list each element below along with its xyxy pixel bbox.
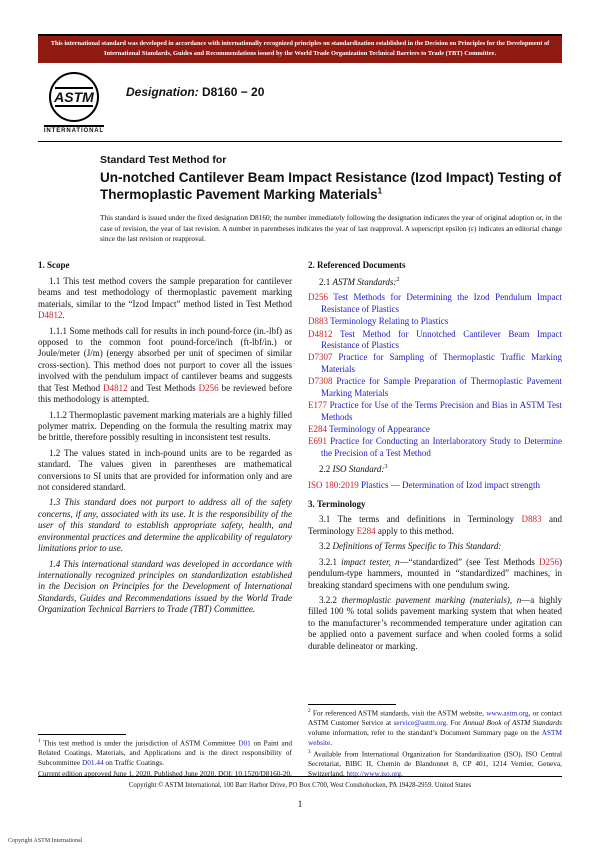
inline-link[interactable]: service@astm.org <box>393 718 447 728</box>
text-segment: D8160 − 20 <box>202 84 265 99</box>
inline-link[interactable]: D4812 <box>38 310 63 321</box>
paragraph-1-1 <box>38 276 292 322</box>
inline-link[interactable]: D4812 <box>308 328 333 339</box>
text-segment: 3 <box>384 463 388 471</box>
inline-link[interactable]: ISO 180:2019 <box>308 479 359 490</box>
paragraph-2-2 <box>308 463 562 475</box>
inline-link[interactable]: www.astm.org <box>486 708 529 718</box>
content-columns <box>38 259 562 779</box>
text-segment: ISO Standard: <box>332 464 385 475</box>
text-segment: Designation: <box>126 84 203 99</box>
paragraph-3-2-1 <box>308 557 562 591</box>
section-heading-terminology: 3. Terminology <box>308 499 366 510</box>
inline-link[interactable]: Practice for Sampling of Thermoplastic Traffic Marking Materials <box>321 352 562 374</box>
footnote-3 <box>308 749 562 779</box>
inline-link[interactable]: E177 <box>308 400 327 411</box>
text-segment: 2.2 <box>319 464 333 475</box>
inline-link[interactable]: E284 <box>356 525 376 536</box>
text-segment: , or contact ASTM Customer Service at <box>308 708 562 728</box>
text-segment: impact tester, n <box>341 556 400 567</box>
text-segment: thermoplastic pavement marking (materials), n <box>341 595 522 605</box>
reference-E177 <box>308 400 562 423</box>
text-segment: 3 <box>308 748 311 755</box>
inline-link[interactable]: E284 <box>308 423 327 434</box>
paragraph-3-2-2 <box>308 595 562 652</box>
text-segment: apply to this method. <box>375 525 454 536</box>
text-segment: be reviewed before this methodology is attempted. <box>38 382 293 405</box>
reference-E284 <box>308 424 562 435</box>
right-footnotes <box>308 704 562 779</box>
inline-link[interactable]: E691 <box>308 436 327 447</box>
designation <box>126 85 264 99</box>
footnote-1 <box>38 738 292 768</box>
text-segment: Annual Book of ASTM Standards <box>463 718 562 728</box>
inline-link[interactable]: http://www.iso.org <box>346 768 402 778</box>
left-column <box>38 259 292 779</box>
paragraph-1-2 <box>38 448 292 494</box>
text-segment: 3.2.2 <box>319 595 342 605</box>
reference-ISO-180-2019 <box>308 480 562 491</box>
inline-link[interactable]: D256 <box>198 382 219 393</box>
inline-link[interactable]: D256 <box>539 556 560 567</box>
inline-link[interactable]: D7308 <box>308 376 333 387</box>
inline-link[interactable]: D7307 <box>308 352 333 363</box>
document-title-text: Un-notched Cantilever Beam Impact Resistance (Izod Impact) Testing of Thermoplastic Pavement Marking Materials <box>100 169 562 203</box>
text-segment: This test method is under the jurisdiction of ASTM Committee <box>40 738 239 748</box>
paragraph-3-2 <box>308 541 562 552</box>
text-segment: 3.2 <box>319 541 333 552</box>
text-segment: on Traffic Coatings. <box>103 757 164 767</box>
footnote-2 <box>308 708 562 747</box>
text-segment: . <box>401 768 403 778</box>
text-segment: volume information, refer to the standard’s Document Summary page on the <box>308 728 542 738</box>
section-heading-scope: 1. Scope <box>38 260 70 271</box>
paragraph-1-1-2 <box>38 410 292 444</box>
text-segment: 1.3 This standard does not purport to address all of the safety concerns, if any, associated with its use. It is the responsibility of the user of this standard to establish appropriate safety, health, and environmental practices and determine the applicability of regulatory limitations prior to use. <box>38 497 292 554</box>
text-segment: 1.2 The values stated in inch-pound units are to be regarded as standard. The values given in parentheses are mathematical conversions to SI units that are provided for information only and are not considered standard. <box>38 447 292 493</box>
paragraph-1-4 <box>38 559 292 616</box>
footer-copyright: Copyright © ASTM International, 100 Barr Harbor Drive, PO Box C700, West Conshohocken, PA 19428-2959. United States <box>128 782 472 789</box>
inline-link[interactable]: D01 <box>238 738 251 748</box>
paragraph-3-1 <box>308 514 562 537</box>
header-divider <box>38 141 562 142</box>
right-column <box>308 259 562 779</box>
title-footnote-marker[interactable]: 1 <box>377 186 383 196</box>
astm-logo-icon <box>38 72 110 134</box>
title-prefix: Standard Test Method for <box>100 153 227 166</box>
page-footer <box>38 776 562 810</box>
reference-D4812 <box>308 329 562 352</box>
text-segment: Current edition approved June 1, 2020. Published June 2020. DOI: 10.1520/D8160-20. <box>38 768 292 778</box>
paragraph-2-1 <box>308 276 562 288</box>
text-segment: 3.2.1 <box>319 556 342 567</box>
text-segment: 3.1 The terms and definitions in Terminology <box>319 514 522 525</box>
inline-link[interactable]: Plastics — Determination of Izod impact strength <box>358 479 540 490</box>
reference-D256 <box>308 292 562 315</box>
logo-text: ASTM <box>54 88 94 105</box>
document-header <box>38 72 562 134</box>
left-footnotes <box>38 734 292 779</box>
inline-link[interactable]: D4812 <box>103 382 128 393</box>
inline-link[interactable]: Terminology Relating to Plastics <box>328 316 449 327</box>
text-segment: —a highly filled 100 % total solids pavement marking system that when heated to the manufacturer’s recommended temperature under agitation can be applied onto a pavement surface and when cooled forms a solid durable delineator or marking. <box>308 595 562 651</box>
inline-link[interactable]: D01.44 <box>81 757 104 767</box>
inline-link[interactable]: ASTM website <box>308 728 562 747</box>
text-segment: 1.1.2 Thermoplastic pavement marking materials are a highly filled polymer matrix. Depending on the formula the resulting matrix may be brittle, therefore possibly resulting in inconsistent test results. <box>38 409 292 443</box>
text-segment: and Test Methods <box>127 382 199 393</box>
inline-link[interactable]: Terminology of Appearance <box>327 423 430 434</box>
reference-E691 <box>308 436 562 459</box>
inline-link[interactable]: Practice for Sample Preparation of Thermoplastic Pavement Marking Materials <box>321 376 562 398</box>
text-segment: . <box>330 737 333 747</box>
text-segment: 2 <box>396 275 400 283</box>
logo-subtitle: INTERNATIONAL <box>44 125 104 134</box>
inline-link[interactable]: D883 <box>308 316 328 327</box>
text-segment: 1.4 This international standard was developed in accordance with internationally recognized principles on standardization established in the Decision on Principles for the Development of International Standards, Guides and Recommendations issued by the World Trade Organization Technical Barriers to Trade (TBT) Committee. <box>38 558 292 615</box>
inline-link[interactable]: Practice for Conducting an Interlaboratory Study to Determine the Precision of a Test Method <box>321 436 562 458</box>
text-segment: on Paint and Related Coatings, Materials, and Applications and is the direct responsibility of Subcommittee <box>38 738 293 767</box>
footer-watermark: Copyright ASTM International <box>8 838 83 844</box>
text-segment: 1 <box>38 737 41 744</box>
footnote-divider <box>38 734 126 735</box>
astm-logo-circle <box>49 72 99 122</box>
inline-link[interactable]: Test Methods for Determining the Izod Pendulum Impact Resistance of Plastics <box>321 292 562 314</box>
text-segment: 1.1 This test method covers the sample preparation for cantilever beams and test methodology of thermoplastic pavement marking materials, similar to the “Izod Impact” method listed in Test Method <box>38 275 292 309</box>
text-segment: Definitions of Terms Specific to This Standard: <box>332 541 502 552</box>
text-segment: 1.1.1 Some methods call for results in inch pound-force (in.-lbf) as opposed to the common foot pound-force/inch (ft-lbf/in.) or Joule/meter (J/m) (energy absorbed per unit of specimen of similar cross-section). This method does not purport to cover all the issues involved with the pendulum impact of cantilever beams and suggests that Test Method <box>38 325 292 393</box>
inline-link[interactable]: D883 <box>521 514 542 525</box>
inline-link[interactable]: Test Method for Unnotched Cantilever Beam Impact Resistance of Plastics <box>321 328 562 350</box>
text-segment: For referenced ASTM standards, visit the ASTM website, <box>310 708 487 718</box>
text-segment: . <box>62 310 65 321</box>
text-segment: ) pendulum-type hammers, mounted in “standardized” machines, in breaking standard specimens with one pendulum swing. <box>308 556 562 590</box>
text-segment: . For <box>446 718 464 728</box>
text-segment: 2.1 <box>319 276 333 287</box>
title-block <box>100 154 562 204</box>
reference-D883 <box>308 316 562 327</box>
inline-link[interactable]: Practice for Use of the Terms Precision and Bias in ASTM Test Methods <box>321 400 562 422</box>
text-segment: Available from International Organization for Standardization (ISO), ISO Central Secretariat, BIBC II, Chemin de Blandonnet 8, CP 401, 1214 Vernier, Geneva, Switzerland, <box>308 749 562 778</box>
issued-note: This standard is issued under the fixed designation D8160; the number immediately following the designation indicates the year of original adoption or, in the case of revision, the year of last revision. A number in parentheses indicates the year of last reapproval. A superscript epsilon (ε) indicates an editorial change since the last revision or reapproval. <box>100 213 562 244</box>
section-heading-referenced-documents: 2. Referenced Documents <box>308 260 406 271</box>
text-segment: ASTM Standards: <box>332 276 397 287</box>
page-number: 1 <box>297 800 303 810</box>
text-segment: and Terminology <box>308 514 562 536</box>
text-segment: 2 <box>308 708 311 715</box>
paragraph-1-3 <box>38 497 292 554</box>
paragraph-1-1-1 <box>38 326 292 406</box>
reference-D7308 <box>308 376 562 399</box>
logo-bar <box>55 105 93 107</box>
text-segment: —“standardized” (see Test Methods <box>399 556 540 567</box>
reference-D7307 <box>308 352 562 375</box>
tbt-banner: This international standard was developed in accordance with internationally recognized principles on standardization established in the Decision on Principles for the Development of International Standards, Guides and Recommendations issued by the World Trade Organization Technical Barriers to Trade (TBT) Committee. <box>38 34 562 63</box>
inline-link[interactable]: D256 <box>308 292 328 303</box>
document-title <box>100 169 562 204</box>
footnote-divider <box>308 704 396 705</box>
